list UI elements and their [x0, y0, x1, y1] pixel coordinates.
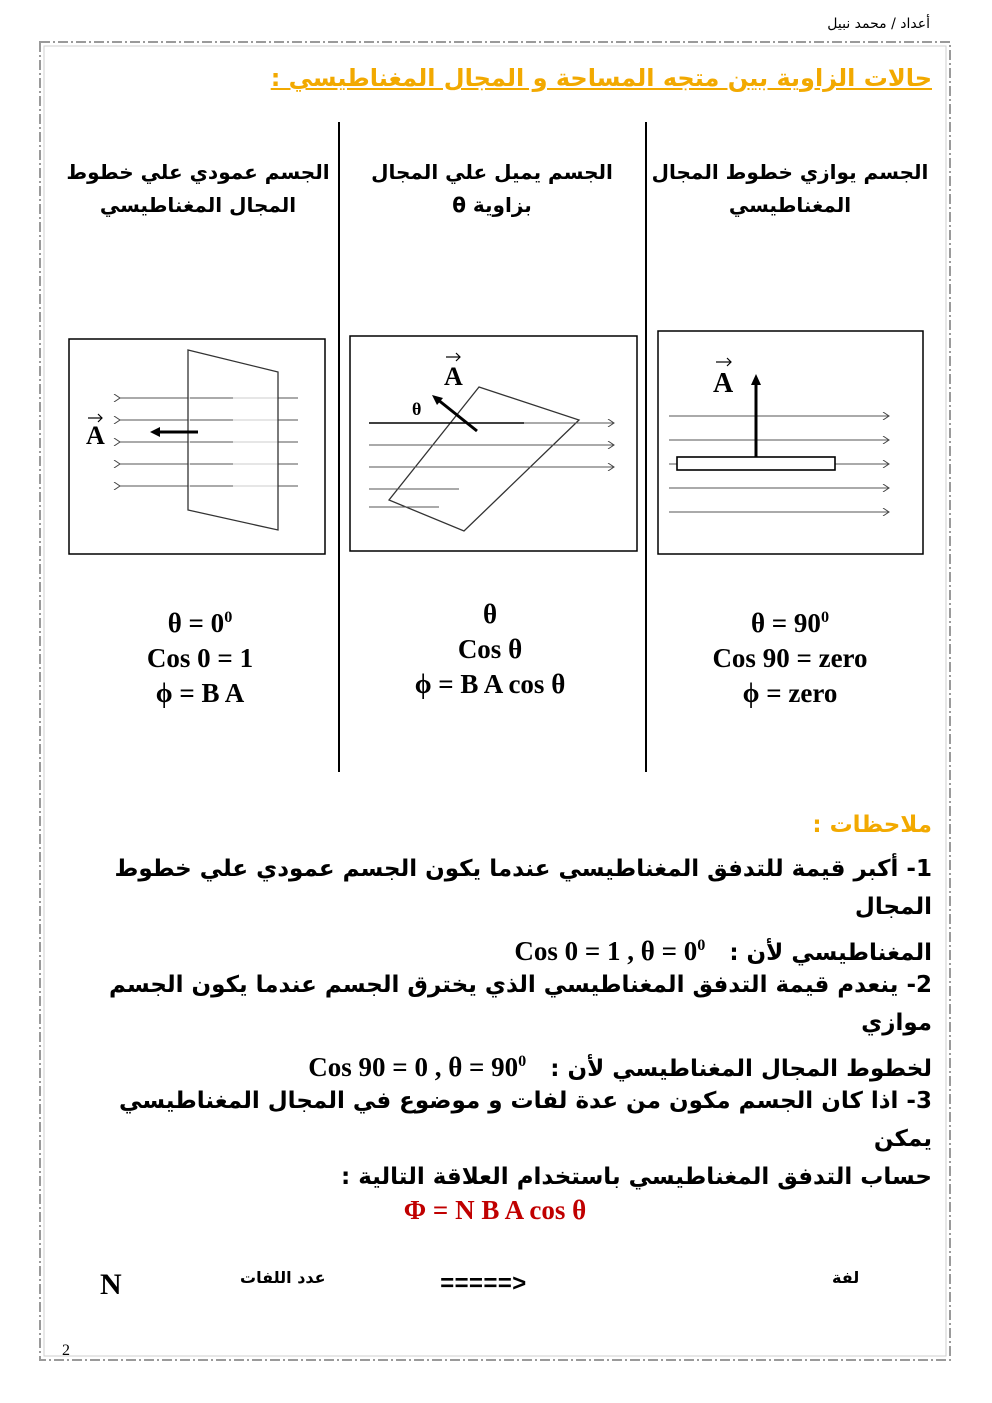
note-3-line1: 3- اذا كان الجسم مكون من عدة لفات و موضوع في المجال المغناطيسي يمكن	[119, 1088, 932, 1152]
formula-inclined	[350, 597, 630, 702]
heading-perpendicular	[58, 156, 338, 222]
heading-parallel-line2: المغناطيسي	[728, 193, 852, 217]
page-number: 2	[62, 1342, 70, 1359]
heading-inclined-line1: الجسم يميل علي المجال	[371, 160, 613, 184]
theta-inclined: θ	[482, 599, 498, 629]
legend-symbol: N	[100, 1268, 122, 1301]
phi-perpendicular: ϕ = B A	[155, 678, 245, 708]
cos-inclined: Cos θ	[457, 634, 523, 664]
angle-label: θ	[412, 399, 422, 419]
note-1	[82, 850, 932, 972]
phi-inclined: ϕ = B A cos θ	[414, 669, 566, 699]
note-3-line2: حساب التدفق المغناطيسي باستخدام العلاقة التالية :	[340, 1164, 932, 1190]
heading-perpendicular-line1: الجسم عمودي علي خطوط	[66, 160, 330, 184]
heading-perpendicular-line2: المجال المغناطيسي	[99, 193, 297, 217]
cos-parallel: Cos 90 = zero	[712, 643, 868, 673]
diagram-parallel	[657, 330, 925, 556]
formula-parallel	[650, 600, 930, 711]
note-2-line1: 2- ينعدم قيمة التدفق المغناطيسي الذي يخترق الجسم عندما يكون الجسم موازي	[108, 972, 932, 1036]
diagram-perpendicular	[68, 338, 327, 556]
phi-parallel: ϕ = zero	[742, 678, 838, 708]
column-divider-right	[645, 122, 647, 772]
theta-parallel: $\theta = 90^0$	[750, 608, 830, 638]
theta-perpendicular: $\theta = 0^0$	[167, 608, 233, 638]
heading-inclined-line2: بزاوية θ	[452, 193, 532, 217]
legend-arrow: =====>	[440, 1272, 527, 1299]
note-2-line2: لخطوط المجال المغناطيسي لأن : Cos 90 = 0 , $\theta = 90^0$	[308, 1052, 932, 1082]
cos-perpendicular: Cos 0 = 1	[146, 643, 254, 673]
note-1-equation: Cos 0 = 1 , $\theta = 0^0$	[514, 936, 706, 966]
note-1-line2: المغناطيسي لأن : Cos 0 = 1 , $\theta = 0^0$	[514, 936, 932, 966]
note-2-equation: Cos 90 = 0 , $\theta = 90^0$	[308, 1052, 527, 1082]
vector-label-inclined: A	[444, 362, 463, 391]
author-label: أعداد / محمد نبيل	[827, 16, 930, 32]
note-2	[82, 966, 932, 1088]
heading-parallel	[650, 156, 930, 222]
legend-meaning: عدد اللفات	[240, 1268, 326, 1287]
vector-label-perpendicular: A	[86, 421, 105, 450]
diagram-inclined	[349, 335, 639, 553]
heading-inclined	[352, 156, 632, 222]
flux-formula: Φ = N B A cos θ	[403, 1195, 587, 1225]
note-1-line1: 1- أكبر قيمة للتدفق المغناطيسي عندما يكون الجسم عمودي علي خطوط المجال	[114, 856, 932, 920]
heading-parallel-line1: الجسم يوازي خطوط المجال	[651, 160, 929, 184]
legend-unit: لفة	[832, 1268, 860, 1287]
page-title: حالات الزاوية بين متجه المساحة و المجال المغناطيسي :	[270, 64, 932, 92]
vector-label-parallel: A	[713, 368, 734, 399]
formula-perpendicular	[60, 600, 340, 711]
notes-title: ملاحظات :	[812, 812, 932, 838]
note-3	[82, 1082, 932, 1196]
